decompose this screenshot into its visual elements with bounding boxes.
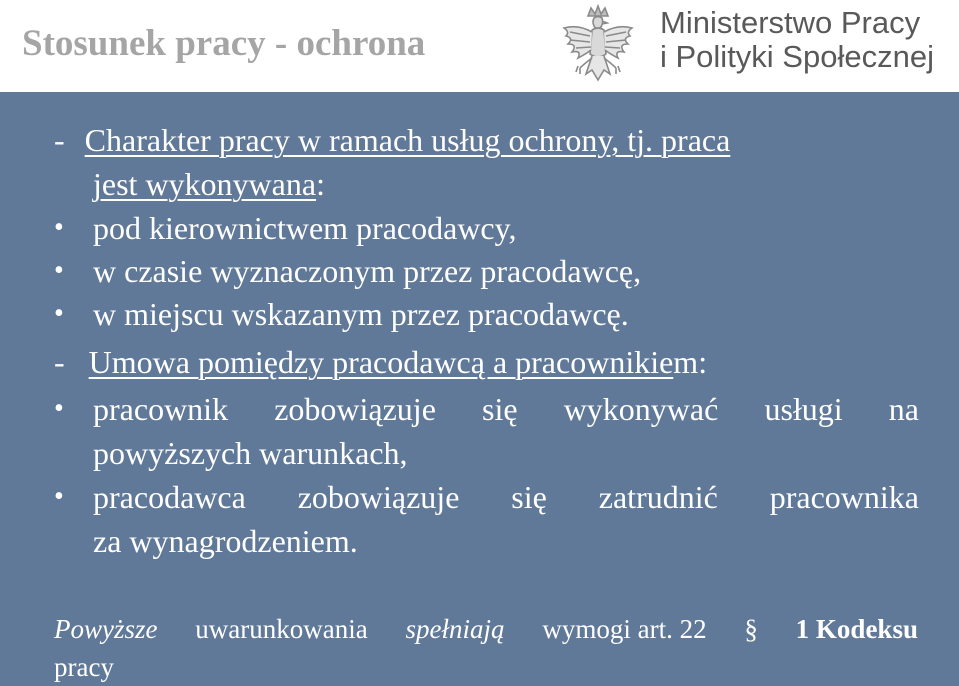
section1-colon: : <box>316 166 325 202</box>
word: pracownik <box>93 391 229 427</box>
bullet: • <box>54 255 64 286</box>
section1-underlined-2: jest wykonywana <box>93 166 317 202</box>
list-item-cont: powyższych warunkach, <box>93 435 408 471</box>
bullet: • <box>54 481 64 512</box>
word: pracownika <box>769 479 919 515</box>
section1-underlined-1: Charakter pracy w ramach usług ochrony, tj. praca <box>84 122 731 158</box>
word: się <box>482 391 518 427</box>
section1-heading <box>54 120 730 160</box>
list-item: w czasie wyznaczonym przez pracodawcę, <box>93 253 642 289</box>
list-item-cont: za wynagrodzeniem. <box>93 523 358 559</box>
word: usługi <box>764 391 843 427</box>
note-word: § <box>744 614 758 644</box>
bullet: • <box>54 393 64 424</box>
note-word: 1 Kodeksu <box>795 614 918 644</box>
note-word: spełniają <box>405 614 505 644</box>
page-title: Stosunek pracy - ochrona <box>22 23 426 64</box>
list-item: w miejscu wskazanym przez pracodawcę. <box>93 296 629 332</box>
bullet: • <box>54 212 64 243</box>
note-word: wymogi art. 22 <box>542 614 707 644</box>
list-item: pod kierownictwem pracodawcy, <box>93 210 517 246</box>
note-line-1 <box>54 612 918 646</box>
word: na <box>888 391 919 427</box>
bullet: • <box>54 298 64 329</box>
note-word: Powyższe <box>54 614 158 644</box>
word: zobowiązuje <box>297 479 460 515</box>
note-word: uwarunkowania <box>195 614 368 644</box>
word: pracodawca <box>93 479 246 515</box>
section2-heading <box>54 342 707 382</box>
list-item <box>93 477 919 517</box>
word: zatrudnić <box>598 479 718 515</box>
word: się <box>511 479 547 515</box>
polish-eagle-emblem-icon <box>556 2 640 88</box>
ministry-line-2: i Polityki Społecznej <box>660 39 934 74</box>
list-item <box>93 389 919 429</box>
content-panel <box>0 92 959 686</box>
word: wykonywać <box>563 391 719 427</box>
dash: - <box>54 122 65 158</box>
note-line-2: pracy <box>54 652 114 682</box>
word: zobowiązuje <box>274 391 436 427</box>
dash: - <box>54 344 65 380</box>
section2-underlined: Umowa pomiędzy pracodawcą a pracownikie <box>88 344 674 380</box>
slide-header <box>0 0 959 92</box>
ministry-logo-text <box>660 6 934 74</box>
ministry-line-1: Ministerstwo Pracy <box>660 5 921 40</box>
section1-heading-cont <box>93 164 325 204</box>
section2-tail: m: <box>673 344 708 380</box>
